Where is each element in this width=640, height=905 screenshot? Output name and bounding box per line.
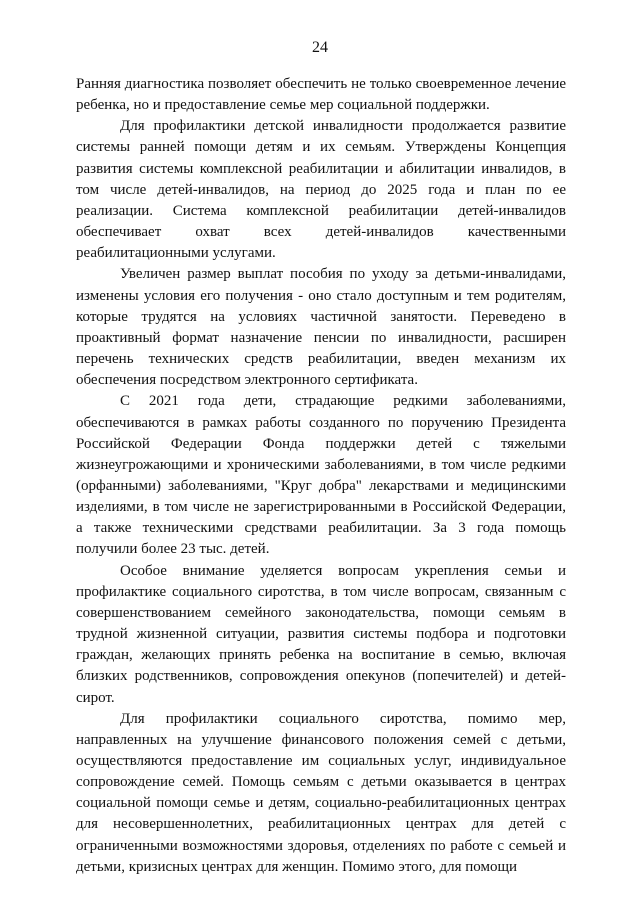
- paragraph-social-orphanhood-prevention: Для профилактики социального сиротства, помимо мер, направленных на улучшение финансового положения семей с детьми, осуществляются предоставление им социальных услуг, индивидуальное сопровождение семей. Помощь семьям с детьми оказывается в центрах социальной помощи семье и детям, социально-реабилитационных центрах для несовершеннолетних, реабилитационных центрах для детей с ограниченными возможностями здоровья, отделениях по работе с семьей и детьми, кризисных центрах для женщин. Помимо этого, для помощи: [76, 710, 566, 875]
- paragraph-family-strengthening: Особое внимание уделяется вопросам укрепления семьи и профилактике социального сиротства, в том числе вопросам, связанным с совершенствованием семейного законодательства, помощи семьям в трудной жизненной ситуации, развития системы подбора и подготовки граждан, желающих принять ребенка на воспитание в семью, включая близких родственников, сопровождения опекунов (попечителей) и детей-сирот.: [76, 562, 566, 706]
- paragraph-rare-diseases-fund: С 2021 года дети, страдающие редкими заболеваниями, обеспечиваются в рамках работы созданного по поручению Президента Российской Федерации Фонда поддержки детей с тяжелыми жизнеугрожающими и хроническими заболеваниями, в том числе редкими (орфанными) заболеваниями, "Круг добра" лекарствами и медицинскими изделиями, в том числе не зарегистрированными в Российской Федерации, а также техническими средствами реабилитации. За 3 года помощь получили более 23 тыс. детей.: [76, 393, 566, 558]
- paragraph-early-diagnostics: Ранняя диагностика позволяет обеспечить не только своевременное лечение ребенка, но и предоставление семье мер социальной поддержки.: [76, 76, 566, 114]
- paragraph-childcare-benefits: Увеличен размер выплат пособия по уходу за детьми-инвалидами, изменены условия его получения - оно стало доступным и тем родителям, которые трудятся на условиях частичной занятости. Переведено в проактивный формат назначение пенсии по инвалидности, расширен перечень технических средств реабилитации, введен механизм их обеспечения посредством электронного сертификата.: [76, 266, 566, 389]
- paragraph-disability-prevention: Для профилактики детской инвалидности продолжается развитие системы ранней помощи детям и их семьям. Утверждены Концепция развития системы комплексной реабилитации и абилитации инвалидов, в том числе детей-инвалидов, на период до 2025 года и план по ее реализации. Система комплексной реабилитации детей-инвалидов обеспечивает охват всех детей-инвалидов качественными реабилитационными услугами.: [76, 118, 566, 262]
- page-number: 24: [312, 39, 328, 56]
- body-text: [76, 74, 566, 878]
